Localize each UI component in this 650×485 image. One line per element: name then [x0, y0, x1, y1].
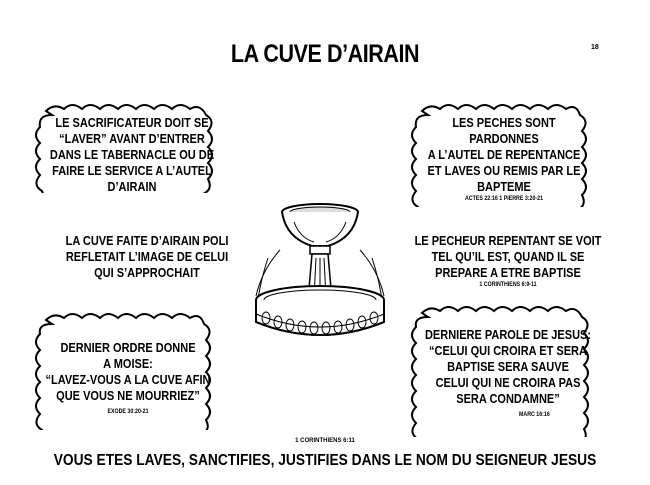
text-line: LA CUVE FAITE D’AIRAIN POLI — [65, 234, 229, 248]
text-line: QUI S’APPROCHAIT — [94, 266, 200, 280]
scripture-reference: ACTES 22:16 1 PIERRE 3:20-21 — [464, 196, 544, 202]
text-line: PREPARE A ETRE BAPTISE — [435, 266, 581, 280]
cloud-line: FAIRE LE SERVICE A L’AUTEL — [52, 164, 212, 178]
footer-statement: VOUS ETES LAVES, SANCTIFIES, JUSTIFIES DANS LE NOM DU SEIGNEUR JESUS — [53, 452, 597, 469]
cloud-line: DANS LE TABERNACLE OU DE — [49, 148, 215, 162]
text-line: TEL QU’IL EST, QUAND IL SE — [431, 250, 585, 264]
cloud-line: “CELUI QUI CROIRA ET SERA — [429, 344, 587, 358]
cloud-line: DERNIERE PAROLE DE JESUS: — [424, 328, 592, 342]
text-line: LE PECHEUR REPENTANT SE VOIT — [414, 234, 602, 248]
cloud-line: ET LAVES OU REMIS PAR LE — [427, 164, 581, 178]
laver-illustration — [240, 200, 400, 350]
scripture-reference: EXODE 30:20-21 — [107, 409, 149, 415]
cloud-line: LE SACRIFICATEUR DOIT SE — [55, 116, 209, 130]
scripture-reference: MARC 16:16 — [518, 412, 550, 418]
cloud-bottom-left — [32, 312, 224, 430]
middle-left-text — [46, 233, 248, 281]
cloud-line: BAPTISE SERA SAUVE — [447, 360, 569, 374]
cloud-line: SERA CONDAMNE” — [456, 392, 560, 406]
cloud-line: “LAVEZ-VOUS A LA CUVE AFIN — [45, 373, 211, 387]
cloud-line: CELUI QUI NE CROIRA PAS — [435, 376, 581, 390]
cloud-top-left — [32, 103, 232, 193]
scripture-reference: 1 CORINTHIENS 6:9-11 — [479, 282, 537, 288]
cloud-line: A L’AUTEL DE REPENTANCE — [427, 148, 581, 162]
text-line: REFLETAIT L’IMAGE DE CELUI — [65, 250, 229, 264]
cloud-line: DERNIER ORDRE DONNE — [60, 341, 196, 355]
cloud-line: QUE VOUS NE MOURRIEZ” — [56, 389, 200, 403]
cloud-line: LES PECHES SONT — [452, 116, 556, 130]
cloud-line: “LAVER” AVANT D’ENTRER — [59, 132, 205, 146]
cloud-line: A MOISE: — [103, 357, 153, 371]
cloud-bottom-right — [408, 305, 608, 437]
cloud-line: PARDONNES — [469, 132, 539, 146]
footer-reference: 1 CORINTHIENS 6:11 — [295, 438, 355, 444]
middle-right-text — [411, 233, 605, 290]
cloud-line: D’AIRAIN — [107, 180, 157, 194]
page-number: 18 — [591, 44, 599, 51]
page-title: LA CUVE D’AIRAIN — [230, 40, 420, 68]
cloud-line: BAPTEME — [477, 180, 531, 194]
cloud-top-right — [408, 103, 600, 207]
